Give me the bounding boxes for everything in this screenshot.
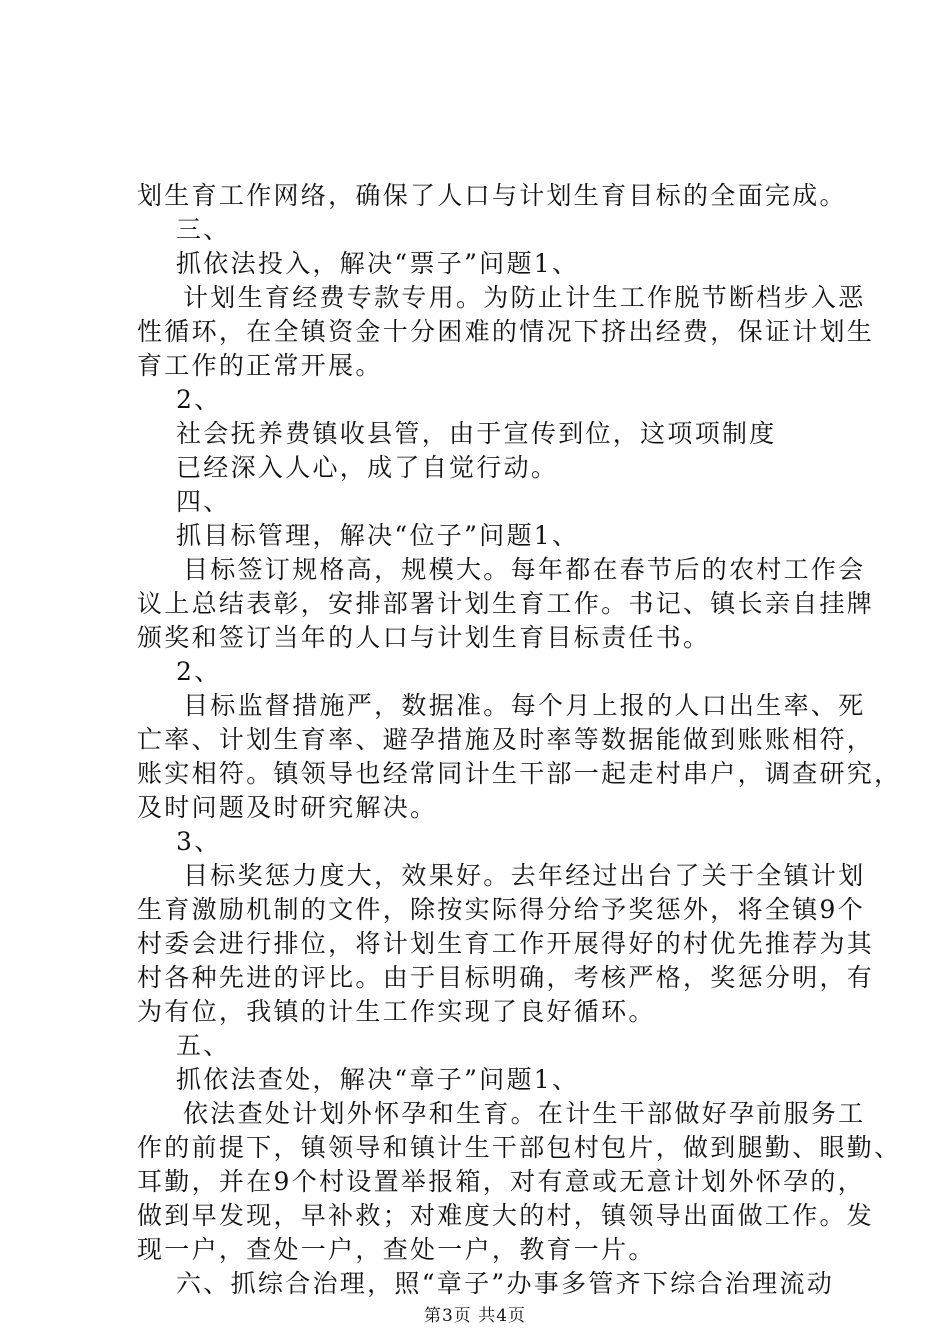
body-line: 账实相符。镇领导也经常同计生干部一起走村串户，调查研究， (137, 759, 902, 788)
body-line: 依法查处计划外怀孕和生育。在计生干部做好孕前服务工 (183, 1099, 866, 1128)
body-line: 做到早发现，早补救；对难度大的村，镇领导出面做工作。发 (137, 1201, 875, 1230)
body-line: 村各种先进的评比。由于目标明确，考核严格，奖惩分明，有 (137, 963, 875, 992)
body-line: 耳勤，并在9个村设置举报箱，对有意或无意计划外怀孕的， (137, 1167, 866, 1196)
body-line: 目标监督措施严，数据准。每个月上报的人口出生率、死 (183, 691, 866, 720)
body-line: 六、抓综合治理，照“章子”办事多管齐下综合治理流动 (176, 1269, 835, 1298)
body-line: 划生育工作网络，确保了人口与计划生育目标的全面完成。 (137, 181, 847, 210)
section-number: 三、 (176, 215, 231, 244)
body-line: 已经深入人心，成了自觉行动。 (176, 453, 559, 482)
body-line: 及时问题及时研究解决。 (137, 793, 438, 822)
item-number: 2、 (176, 657, 222, 686)
body-line: 目标奖惩力度大，效果好。去年经过出台了关于全镇计划 (183, 861, 866, 890)
body-line: 颁奖和签订当年的人口与计划生育目标责任书。 (137, 623, 711, 652)
body-line: 社会抚养费镇收县管，由于宣传到位，这项项制度 (176, 419, 777, 448)
section-number: 五、 (176, 1031, 231, 1060)
body-line: 目标签订规格高，规模大。每年都在春节后的农村工作会 (183, 555, 866, 584)
body-line: 亡率、计划生育率、避孕措施及时率等数据能做到账账相符， (137, 725, 875, 754)
item-number: 2、 (176, 385, 222, 414)
body-line: 现一户，查处一户，查处一户，教育一片。 (137, 1235, 656, 1264)
section-heading: 抓依法投入，解决“票子”问题1、 (176, 249, 580, 278)
body-line: 作的前提下，镇领导和镇计生干部包村包片，做到腿勤、眼勤、 (137, 1133, 902, 1162)
body-line: 性循环，在全镇资金十分困难的情况下挤出经费，保证计划生 (137, 317, 875, 346)
section-number: 四、 (176, 487, 231, 516)
section-heading: 抓目标管理，解决“位子”问题1、 (176, 521, 580, 550)
item-number: 3、 (176, 827, 222, 856)
page-number-footer: 第3页 共4页 (423, 1306, 527, 1326)
body-line: 议上总结表彰，安排部署计划生育工作。书记、镇长亲自挂牌 (137, 589, 875, 618)
body-line: 生育激励机制的文件，除按实际得分给予奖惩外，将全镇9个 (137, 895, 866, 924)
body-line: 育工作的正常开展。 (137, 351, 383, 380)
body-line: 计划生育经费专款专用。为防止计生工作脱节断档步入恶 (183, 283, 866, 312)
section-heading: 抓依法查处，解决“章子”问题1、 (176, 1065, 580, 1094)
body-line: 为有位，我镇的计生工作实现了良好循环。 (137, 997, 656, 1026)
body-line: 村委会进行排位，将计划生育工作开展得好的村优先推荐为其 (137, 929, 875, 958)
